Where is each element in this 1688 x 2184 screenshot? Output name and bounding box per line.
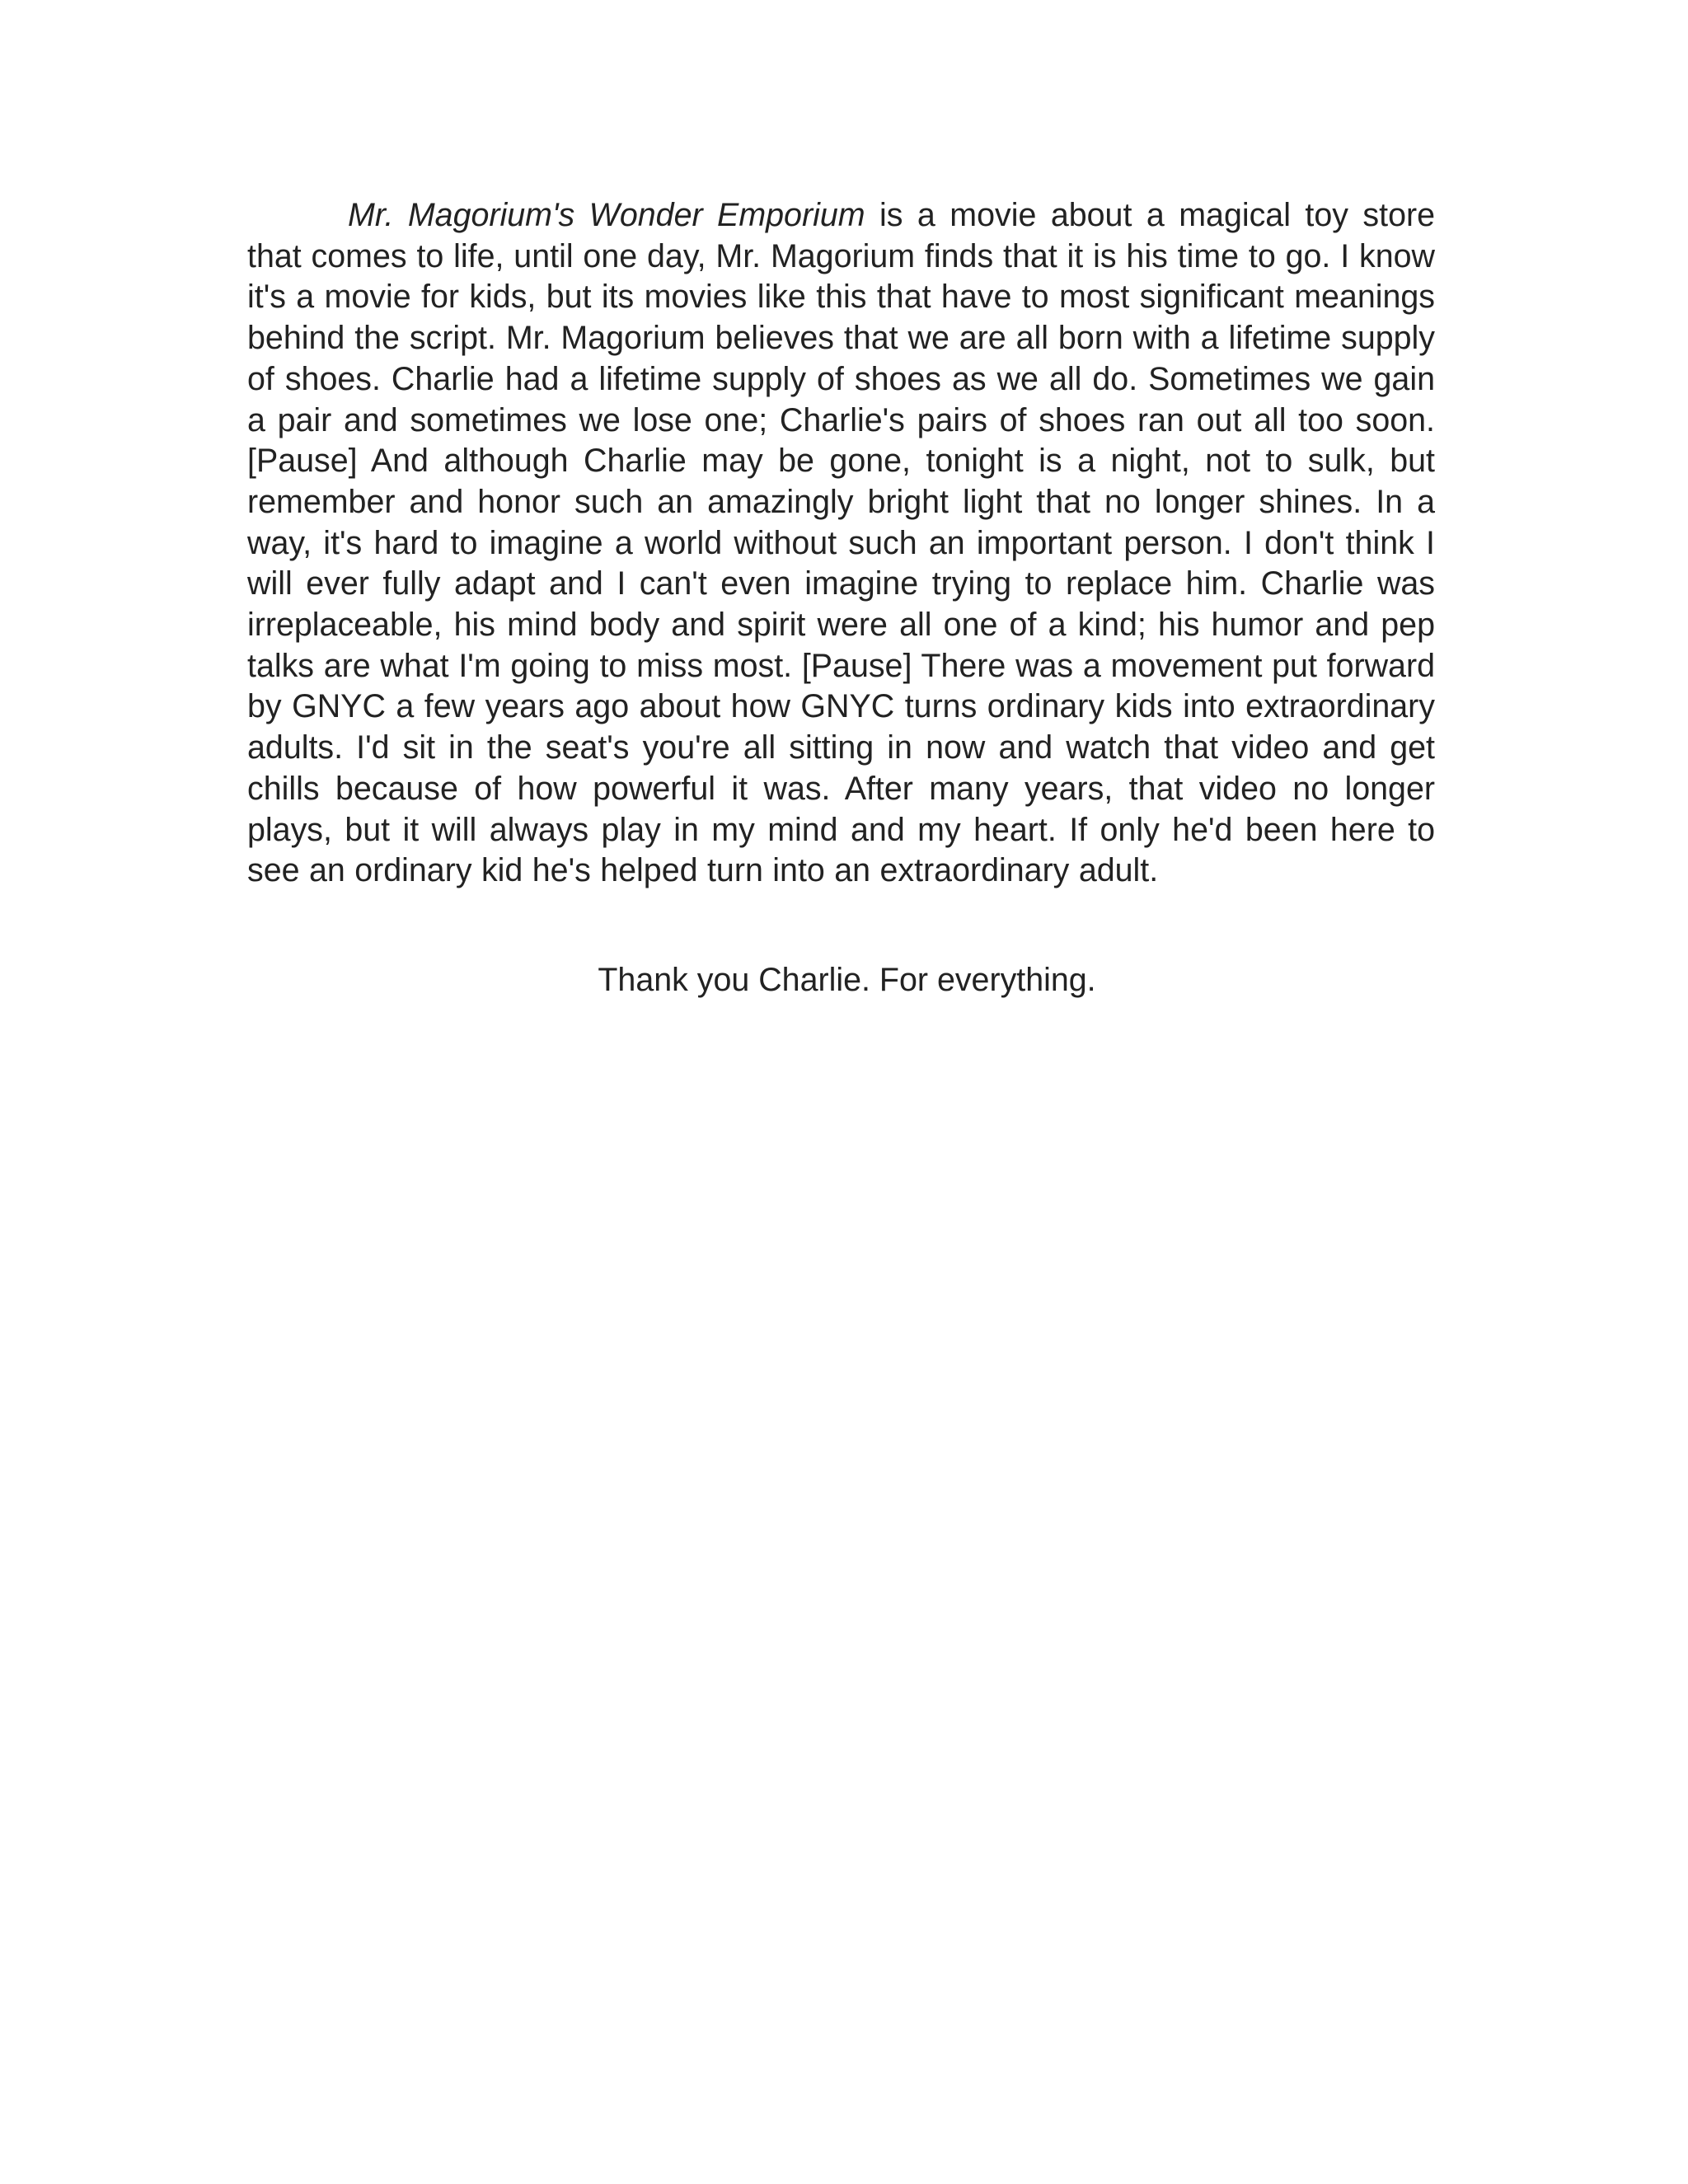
body-paragraph	[247, 195, 1435, 892]
body-text: is a movie about a magical toy store that comes to life, until one day, Mr. Magorium finds that it is his time to go. I know it's a movie for kids, but its movies like this that have to most significant meanings behind the script. Mr. Magorium believes that we are all born with a lifetime supply of shoes. Charlie had a lifetime supply of shoes as we all do. Sometimes we gain a pair and sometimes we lose one; Charlie's pairs of shoes ran out all too soon. [Pause] And although Charlie may be gone, tonight is a night, not to sulk, but remember and honor such an amazingly bright light that no longer shines. In a way, it's hard to imagine a world without such an important person. I don't think I will ever fully adapt and I can't even imagine trying to replace him. Charlie was irreplaceable, his mind body and spirit were all one of a kind; his humor and pep talks are what I'm going to miss most. [Pause] There was a movement put forward by GNYC a few years ago about how GNYC turns ordinary kids into extraordinary adults. I'd sit in the seat's you're all sitting in now and watch that video and get chills because of how powerful it was. After many years, that video no longer plays, but it will always play in my mind and my heart. If only he'd been here to see an ordinary kid he's helped turn into an extraordinary adult.	[247, 197, 1436, 889]
closing-line: Thank you Charlie. For everything.	[598, 961, 1096, 998]
document-content	[247, 195, 1435, 1001]
movie-title: Mr. Magorium's Wonder Emporium	[348, 197, 865, 233]
